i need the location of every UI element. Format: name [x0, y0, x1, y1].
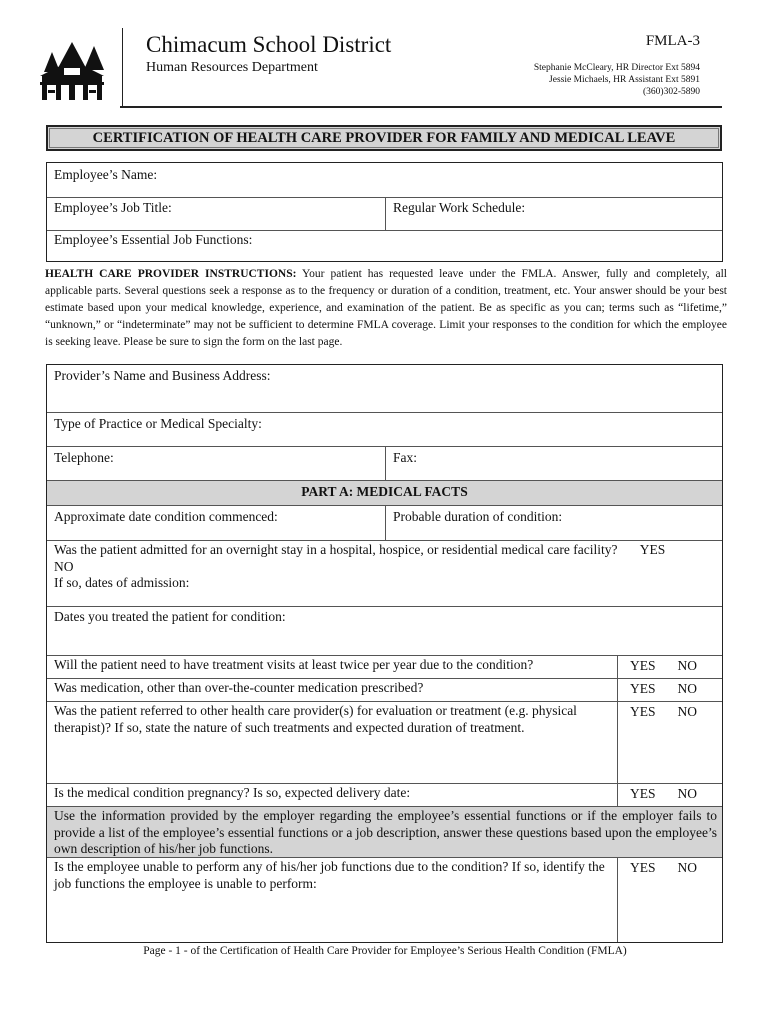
visits-no-option[interactable]: NO [677, 658, 698, 673]
medication-yes-no [617, 679, 722, 701]
date-commenced-label: Approximate date condition commenced: [54, 509, 278, 524]
letterhead [0, 0, 770, 112]
admission-question-text: Was the patient admitted for an overnight stay in a hospital, hospice, or residential medical care facility? [54, 542, 618, 557]
referral-yes-option[interactable]: YES [630, 704, 656, 719]
part-a-heading: PART A: MEDICAL FACTS [47, 481, 722, 506]
work-schedule-label: Regular Work Schedule: [393, 200, 526, 215]
district-name: Chimacum School District [146, 32, 392, 57]
essential-functions-label: Employee’s Essential Job Functions: [54, 232, 253, 247]
contact-line: Jessie Michaels, HR Assistant Ext 5891 [549, 75, 700, 85]
employee-name-label: Employee’s Name: [54, 167, 158, 182]
duration-label: Probable duration of condition: [393, 509, 563, 524]
condition-dates-row [47, 506, 722, 541]
referral-question[interactable]: Was the patient referred to other health care provider(s) for evaluation or treatment (e.g. physical therapist)? If so, state the nature of such treatments and expected duration of treatment. [54, 703, 577, 735]
unable-yes-no [617, 858, 722, 942]
telephone-label: Telephone: [54, 450, 114, 465]
visits-yes-no [617, 656, 722, 678]
essential-functions-row[interactable] [47, 231, 722, 261]
unable-question-row [47, 858, 722, 942]
admission-yes-option[interactable]: YES [639, 542, 666, 557]
visits-yes-option[interactable]: YES [630, 658, 656, 673]
practice-row[interactable] [47, 413, 722, 447]
provider-instructions [45, 266, 727, 351]
employee-section [46, 162, 723, 262]
treated-dates-label: Dates you treated the patient for condition: [54, 609, 286, 624]
pregnancy-yes-no [617, 784, 722, 806]
medication-yes-option[interactable]: YES [630, 681, 656, 696]
date-commenced-field[interactable] [47, 506, 385, 540]
admission-no-option[interactable]: NO [54, 558, 74, 574]
work-schedule-field[interactable] [385, 198, 722, 230]
school-district-logo [34, 38, 110, 100]
practice-label: Type of Practice or Medical Specialty: [54, 416, 262, 431]
referral-no-option[interactable]: NO [677, 704, 698, 719]
employee-job-title-label: Employee’s Job Title: [54, 200, 172, 215]
contact-block [534, 62, 700, 98]
referral-question-row [47, 702, 722, 784]
page-footer: Page - 1 - of the Certification of Health Care Provider for Employee’s Serious Health Condition (FMLA) [143, 945, 627, 957]
treated-dates-row[interactable] [47, 607, 722, 656]
phone-fax-row [47, 447, 722, 481]
telephone-field[interactable] [47, 447, 385, 480]
employee-job-row [47, 198, 722, 231]
admission-question [47, 541, 722, 606]
employee-name-row[interactable] [47, 163, 722, 198]
employer-note-row [47, 807, 722, 858]
unable-yes-option[interactable]: YES [630, 860, 656, 875]
provider-and-medical-section [46, 364, 723, 943]
visits-question-row [47, 656, 722, 679]
referral-yes-no [617, 702, 722, 783]
medication-question-row [47, 679, 722, 702]
employer-note: Use the information provided by the employer regarding the employee’s essential functions or if the employer fails to provide a list of the employee’s essential functions or a job description, answer these questions based upon the employee’s own description of his/her job functions. [54, 808, 717, 856]
instructions-heading: HEALTH CARE PROVIDER INSTRUCTIONS: [45, 268, 297, 280]
admission-row[interactable] [47, 541, 722, 607]
duration-field[interactable] [385, 506, 722, 540]
pregnancy-yes-option[interactable]: YES [630, 786, 656, 801]
medication-question: Was medication, other than over-the-counter medication prescribed? [54, 680, 424, 695]
pregnancy-no-option[interactable]: NO [677, 786, 698, 801]
fax-field[interactable] [385, 447, 722, 480]
unable-question[interactable]: Is the employee unable to perform any of his/her job functions due to the condition? If so, identify the job functions the employee is unable to perform: [54, 859, 605, 891]
medication-no-option[interactable]: NO [677, 681, 698, 696]
header-divider-vertical [122, 28, 123, 106]
provider-name-label: Provider’s Name and Business Address: [54, 368, 271, 383]
fax-label: Fax: [393, 450, 418, 465]
pregnancy-question[interactable]: Is the medical condition pregnancy? Is so, expected delivery date: [54, 785, 411, 800]
pregnancy-question-row [47, 784, 722, 807]
form-title: CERTIFICATION OF HEALTH CARE PROVIDER FOR FAMILY AND MEDICAL LEAVE [46, 125, 722, 151]
instructions-text: Your patient has requested leave under the FMLA. Answer, fully and completely, all applicable parts. Several questions seek a response as to the frequency or duration of a condition, treatment, etc. Your answer should be your best estimate based upon your medical knowledge, experience, and examination of the patient. Be as specific as you can; terms such as “lifetime,” “unknown,” or “indeterminate” may not be sufficient to determine FMLA coverage. Limit your responses to the condition for which the employee is seeking leave. Please be sure to sign the form on the last page. [45, 268, 727, 348]
contact-line: (360)302-5890 [643, 87, 700, 97]
department-name: Human Resources Department [146, 60, 318, 75]
provider-name-row[interactable] [47, 365, 722, 413]
visits-question: Will the patient need to have treatment visits at least twice per year due to the condition? [54, 657, 534, 672]
admission-dates-label: If so, dates of admission: [54, 575, 190, 590]
form-code: FMLA-3 [645, 33, 700, 49]
unable-no-option[interactable]: NO [677, 860, 698, 875]
contact-line: Stephanie McCleary, HR Director Ext 5894 [533, 63, 700, 73]
employee-job-title-field[interactable] [47, 198, 385, 230]
header-divider [120, 106, 722, 108]
